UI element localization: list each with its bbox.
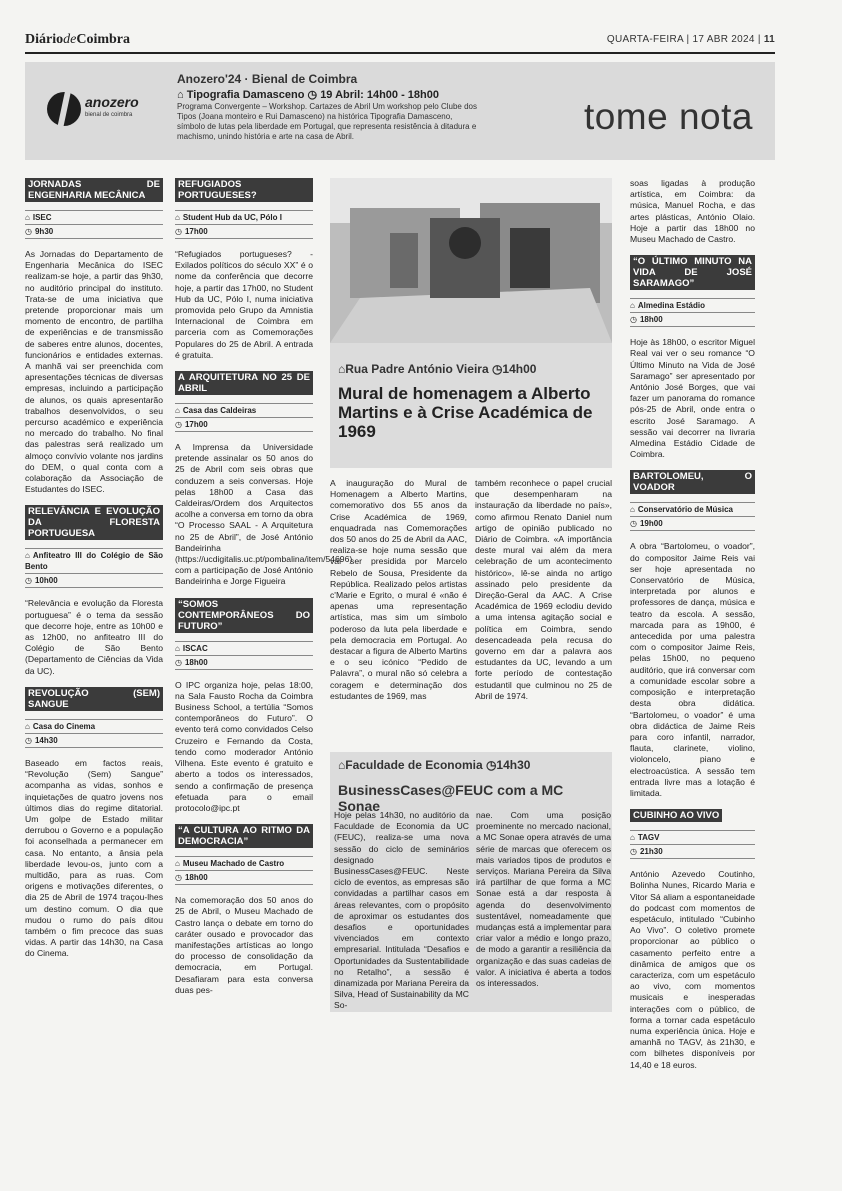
article-text: “Relevância e evolução da Floresta portuguesa” é o tema da sessão que decorre hoje, entre as 10h00 e as 12h00, no anfiteatro III do Colégio de São Bento (Departamento de Ciências da Vida da UC). [25,598,163,676]
clock-icon: ◷ [25,735,32,745]
section-title: tome nota [583,96,753,137]
event-meta [175,210,313,239]
place-icon: ⌂ [630,833,635,843]
feature-meta: ⌂Faculdade de Economia ◷14h30 [338,758,531,772]
column-2 [175,178,353,996]
event-meta [175,403,313,432]
event-meta [25,548,163,588]
event-place: ISEC [32,213,52,222]
brand-part: Diário [25,32,64,47]
clock-icon: ◷ [630,519,637,529]
article-kicker: “SOMOS CONTEMPORÂNEOS DO FUTURO” [175,598,313,633]
place-icon: ⌂ [25,551,30,561]
newspaper-brand [25,32,130,48]
brand-part: de [63,32,77,47]
article-text: Hoje às 18h00, o escritor Miguel Real vai ver o seu romance “O Último Minuto na Vida de José Saramago” ser apresentado por António José Borges, que vai fazer um panorama do romance pós-25 de Abril, onde entra o escrito José Saramago. A sessão vai decorrer na livraria Almedina Estádio Cidade de Coimbra. [630,337,755,460]
event-meta [25,719,163,748]
clock-icon: ◷ [175,227,182,236]
event-place: Student Hub da UC, Pólo I [182,213,282,222]
place-icon: ⌂ [175,213,180,222]
event-place: Anfiteatro III do Colégio de São Bento [25,551,163,572]
event-meta [630,298,755,327]
article-kicker: BARTOLOMEU, O VOADOR [630,470,755,494]
event-time: 19h00 [639,519,663,529]
event-meta [630,830,755,859]
banner-title: Anozero'24 · Bienal de Coimbra [177,72,358,86]
article-kicker: RELEVÂNCIA E EVOLUÇÃO DA FLORESTA PORTUGUESA [25,505,163,540]
feature-meta: ⌂Rua Padre António Vieira ◷14h00 [338,362,537,376]
clock-icon: ◷ [25,227,32,236]
date: 17 ABR 2024 [692,34,755,45]
place-icon: ⌂ [25,721,30,731]
feature-text-right: nae. Com uma posição proeminente no mercado nacional, a MC Sonae opera através de uma série de marcas que oferecem os mais variados tipos de produtos e serviços. Mariana Pereira da Silva irá partilhar de que forma a MC Sonae está a dar resposta à agenda do desenvolvimento sustentável, nomeadamente que mudanças está a implementar para criar valor a médio e longo prazo, de modo a garantir a resiliência da organização e das suas cadeias de valor. A iniciativa é aberta a todos os interessados. [476,810,611,989]
column-1 [25,178,163,960]
feature-text-right: também reconhece o papel crucial que desempenharam na instauração da liberdade no país», como afirmou Renato Daniel num artigo de opinião publicado no Diário de Coimbra. «A importância deste mural vai além da mera celebração de um acontecimento histórico», lê-se ainda no artigo assinado pelo presidente da Direção-Geral da AAC. A Crise Académica de 1969 eclodiu devido a uma intensa agitação social e política em Coimbra, sendo desencadeada pela recusa do governo em dar a palavra aos estudantes da UC, levando a um forte período de contestação estudantil que culminou no 25 de Abril de 1974. [475,478,612,701]
brand-part: Coimbra [76,32,130,47]
event-place: TAGV [637,833,660,843]
place-icon: ⌂ [175,859,180,869]
event-time: 14h30 [34,735,58,745]
event-place: Almedina Estádio [637,301,705,311]
article-kicker: JORNADAS DE ENGENHARIA MECÂNICA [25,178,163,202]
mural-photo [330,178,612,343]
event-time: 17h00 [184,227,208,236]
article-kicker: “A CULTURA AO RITMO DA DEMOCRACIA” [175,824,313,848]
event-place: Conservatório de Música [637,505,733,515]
event-meta [175,856,313,885]
column-4 [630,178,755,1071]
article-kicker: REFUGIADOS PORTUGUESES? [175,178,313,202]
article-text: As Jornadas do Departamento de Engenharia Mecânica do ISEC realizam-se hoje, a partir das 9h30, no auditório principal do instituto. Trata-se de uma iniciativa que pretende proporcionar mais um momento de encontro, de partilha de experiências e de transmissão de saberes entre alunos, docentes, funcionários e entidades externas. A manhã vai ser preenchida com apresentações técnicas de diversas empresas, incluindo a participação de alunos, os quais apresentarão trabalhos desenvolvidos, o seu percurso académico e experiência no mercado do trabalho. No final das palestras será realizado um almoço convívio volante nos jardins do DEM, o qual conta com a colaboração da Associação de Estudantes do ISEC. [25,249,163,495]
clock-icon: ◷ [630,315,637,325]
feature-headline: Mural de homenagem a Alberto Martins e à Crise Académica de 1969 [338,384,593,441]
event-time: 21h30 [639,847,663,857]
event-place: Casa das Caldeiras [182,406,257,416]
article-kicker: A ARQUITETURA NO 25 DE ABRIL [175,371,313,395]
anozero-banner [25,62,775,160]
article-text: A Imprensa da Universidade pretende assinalar os 50 anos do 25 de Abril com seis obras que conduzem a seis conversas. Hoje pelas 18h00 a Casa das Caldeiras/Ordem dos Arquitectos acolhe a conversa em torno da obra “O Processo SAAL - A Arquitetura no 25 de Abril”, de José António Bandeirinha (https://ucdigitalis.uc.pt/pombalina/item/54696) com a participação de José António Bandeirinha e Jorge Figueira [175,442,353,587]
logo-word: anozero [85,94,139,110]
event-time: 18h00 [184,873,208,883]
article-kicker: CUBINHO AO VIVO [630,809,722,822]
article-text: “Refugiados portugueses? - Exilados políticos do século XX” é o nome da conferência que decorre hoje, a partir das 17h00, no Student Hub da UC, Pólo I, numa iniciativa promovida pelo Grupo da Amnistia Internacional de Coimbra em parceria com as Comemorações Populares do 25 de Abril. A entrada é gratuita. [175,249,313,360]
place-icon: ⌂ [630,505,635,515]
event-time: 10h00 [34,576,58,586]
clock-icon: ◷ [630,847,637,857]
event-meta [630,502,755,531]
event-place: Museu Machado de Castro [182,859,285,869]
event-place: Casa do Cinema [32,721,96,731]
page-header [25,30,775,54]
banner-location: ⌂ Tipografia Damasceno ◷ 19 Abril: 14h00 - 18h00 [177,89,440,101]
article-text: António Azevedo Coutinho, Bolinha Nunes, Ricardo Maria e Vitor Sá aliam a espontaneidade do podcast com momentos de espetáculo, intitulado “Cubinho Ao Vivo”. O coletivo promete proporcionar ao público o casamento perfeito entre a dinâmica de amigos que os caracteriza, com um espetáculo ao vivo, com momentos musicais e inesperadas interações com o público, de forma a tornar cada espetáculo numa experiência única. Hoje e amanhã no TAGV, às 21h30, e com bilhetes disponíveis por 14,40 e 18 euros. [630,869,755,1070]
event-time: 9h30 [34,227,54,236]
clock-icon: ◷ [175,657,182,667]
article-text: O IPC organiza hoje, pelas 18:00, na Sala Fausto Rocha da Coimbra Business School, a tertúlia “Somos contemporâneos do Futuro”. O evento terá como convidados Celso Cruzeiro e Fernando da Costa, tendo como moderador António Vilhena. Este evento é gratuito e aberto a todos os interessados, sendo a confirmação de presença efetuada para o email protocolo@ipc.pt [175,679,313,813]
event-time: 18h00 [639,315,663,325]
weekday: QUARTA-FEIRA [606,34,684,45]
article-text: Na comemoração dos 50 anos do 25 de Abril, o Museu Machado de Castro lança o debate em torno do caráter ousado e provocador das manifestações artísticas ao longo do processo de consolidação da democracia, em Portugal. Desafiaram para esta conversa duas pes- [175,895,313,995]
feature-text-left: A inauguração do Mural de Homenagem a Alberto Martins, comemorativo dos 55 anos da Crise Académica de 1969, enquadrada nas Comemorações dos 50 anos do 25 de Abril da AAC, realiza-se hoje numa sessão que vai ser presidida por Marcelo Rebelo de Sousa, Presidente da República. Realizado pelos artistas c'Marie e Egrito, o mural é «não é apenas uma representação artística, mas sim um símbolo poderoso da luta pela liberdade e pela democracia em Portugal. Ao destacar a figura de Alberto Martins e o seu icónico “Pedido de Palavra”, o mural não só celebra a coragem e determinação dos estudantes de 1969, mas [330,478,467,701]
event-place: ISCAC [182,643,208,653]
article-kicker: REVOLUÇÃO (SEM) SANGUE [25,687,163,711]
feature-text-left: Hoje pelas 14h30, no auditório da Faculdade de Economia da UC (FEUC), realiza-se uma nova sessão do ciclo de seminários designado BusinessCases@FEUC. Neste ciclo de eventos, as empresas são convidadas a partilhar casos em áreas relevantes, com o propósito de aproximar os estudantes dos desafios e oportunidades vivenciados em contexto empresarial. Intitulada “Desafios e Oportunidades da Sustentabilidade no Retalho”, a sessão é dinamizada por Mariana Pereira da Silva, Head of Sustainability da MC So- [334,810,469,1011]
banner-text: Programa Convergente – Workshop. Cartazes de Abril Um workshop pelo Clube dos Tipos (Joana monteiro e Rui Damasceno) na histórica Tipografia Damasceno, símbolo de lutas pela liberdade em Portugal, que representa resistência à ditadura e machismo, unindo história e arte na casa de Abril. [177,102,477,141]
feature-mural [330,178,612,468]
event-time: 18h00 [184,657,208,667]
article-text: soas ligadas à produção artística, em Coimbra: da música, Manuel Rocha, e das artes plásticas, António Olaio. Hoje a partir das 18h00 no Museu Machado de Castro. [630,178,755,245]
event-meta [175,641,313,670]
place-icon: ⌂ [630,301,635,311]
place-icon: ⌂ [25,213,30,222]
page-number: 11 [763,34,775,45]
clock-icon: ◷ [25,576,32,586]
clock-icon: ◷ [175,420,182,430]
feature-headline: BusinessCases@FEUC com a MC Sonae [338,782,564,814]
article-text: Baseado em factos reais, “Revolução (Sem) Sangue” acompanha as vidas, sonhos e inquietações de quatro jovens nos últimos dias do regime ditatorial. Um golpe de Estado militar derrubou o Governo e a população foi aconselhada a permanecer em casa. No entanto, a ânsia pela liberdade levou-os, junto com a multidão, para as ruas. Com origens e motivações diferentes, o dia 25 de Abril de 1974 traçou-lhes um destino comum. O dia que mudou o rumo do país ditou também o fim precoce das suas vidas. A partir das 14h30, na Casa do Cinema. [25,757,163,959]
header-date: QUARTA-FEIRA | 17 ABR 2024 | 11 [606,34,775,45]
place-icon: ⌂ [175,406,180,416]
article-kicker: “O ÚLTIMO MINUTO NA VIDA DE JOSÉ SARAMAGO” [630,255,755,290]
logo-subtitle: bienal de coimbra [85,112,133,118]
clock-icon: ◷ [175,873,182,883]
anozero-logo [47,92,157,132]
event-time: 17h00 [184,420,208,430]
place-icon: ⌂ [175,643,180,653]
article-text: A obra “Bartolomeu, o voador”, do compositor Jaime Reis vai ser hoje apresentada no Conservatório de Música, interpretada por alunos e professores de dança, música e teatro da escola. A sessão, marcada para as 19h00, é antecedida por uma palestra com o compositor Jaime Reis, pelas 15h00, no pequeno auditório, que irá conversar com a comunidade escolar sobre a composição e interpretação desta obra didática. “Bartolomeu, o voador” é uma obra didáctica de Jaime Reis para coro infantil, narrador, flauta, clarinete, violino, violoncelo, piano e electroacústica. A sessão tem entrada livre mas a lotação é limitada. [630,541,755,798]
event-meta [25,210,163,239]
